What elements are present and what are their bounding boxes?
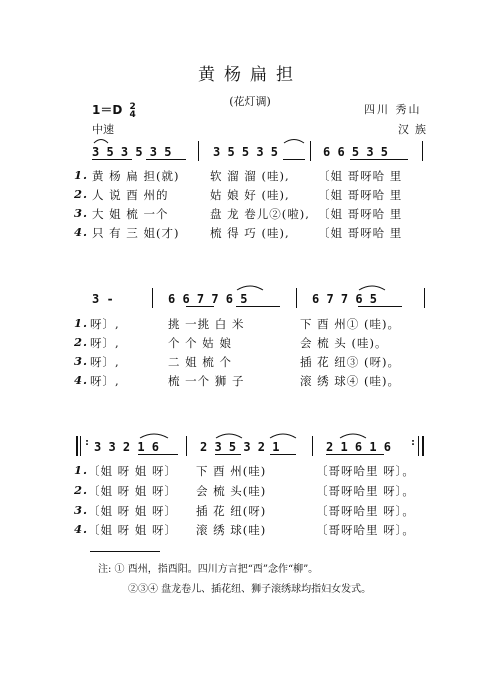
slur <box>270 434 296 438</box>
lyric-text: 人 说 酉 州的 <box>92 188 169 202</box>
lyric-text: 二 姐 梳 个 <box>168 355 232 369</box>
lyric-text: 〔哥呀哈里 呀〕。 <box>316 484 415 498</box>
lyric-text: 呀〕, <box>90 374 120 388</box>
lyric-text: 〔姐 呀 姐 呀〕 <box>88 464 177 478</box>
lyric-text: 〔姐 呀 姐 呀〕 <box>88 523 177 537</box>
measure-2-3: 6 7 7 6 5 <box>312 292 378 306</box>
measure-1-3: 6 6 5 3 5 <box>323 145 389 159</box>
lyric-text: 会 梳 头 (哇)。 <box>300 336 388 350</box>
lyric-text: 梳 得 巧 (哇), <box>210 226 290 240</box>
measure-3-1: 3 3 2 1 6 <box>94 440 160 454</box>
lyric-text: 个 个 姑 娘 <box>168 336 232 350</box>
verse-number: 2. <box>74 335 89 349</box>
lyric-text: 滚 绣 球④ (哇)。 <box>300 374 400 388</box>
time-bottom: 4 <box>129 109 136 120</box>
lyric-text: 〔姐 哥呀哈 里 <box>318 226 403 240</box>
song-title: 黄杨扁担 <box>198 65 302 85</box>
lyric-text: 〔姐 呀 姐 呀〕 <box>88 484 177 498</box>
lyric-text: 呀〕, <box>90 317 120 331</box>
key-label: 1＝D <box>92 103 123 117</box>
slur <box>94 140 108 144</box>
verse-number: 3. <box>74 206 89 220</box>
slur <box>237 286 263 290</box>
verse-number: 1. <box>74 463 89 477</box>
measure-1-1: 3 5 3 5 3 5 <box>92 145 172 159</box>
lyric-text: 软 溜 溜 (哇), <box>210 169 290 183</box>
repeat-dots: : <box>410 437 417 448</box>
slur <box>216 434 242 438</box>
time-top: 2 <box>129 101 136 112</box>
song-subtitle: (花灯调) <box>229 95 271 108</box>
lyric-text: 〔姐 哥呀哈 里 <box>318 188 403 202</box>
slur <box>140 434 168 438</box>
verse-number: 1. <box>74 168 89 182</box>
measure-3-2: 2 3 5 3 2 1 <box>200 440 280 454</box>
footnote-2: ②③④ 盘龙卷儿、插花纽、狮子滚绣球均指妇女发式。 <box>128 584 372 595</box>
verse-number: 2. <box>74 187 89 201</box>
lyric-text: 会 梳 头(哇) <box>196 484 267 498</box>
repeat-dots: : <box>84 437 91 448</box>
measure-2-2: 6 6 7 7 6 5 <box>168 292 248 306</box>
verse-number: 4. <box>74 225 89 239</box>
lyric-text: 〔哥呀哈里 呀〕。 <box>316 464 415 478</box>
footnote-divider <box>90 551 160 552</box>
lyric-text: 插 花 纽(呀) <box>196 504 267 518</box>
verse-number: 3. <box>74 354 89 368</box>
tempo-marking: 中速 <box>92 123 114 136</box>
lyric-text: 下 酉 州(哇) <box>196 464 267 478</box>
verse-number: 3. <box>74 503 89 517</box>
lyric-text: 〔姐 哥呀哈 里 <box>318 169 403 183</box>
song-origin: 四川 秀山 <box>364 103 422 116</box>
song-genre: 汉族 <box>398 123 432 136</box>
measure-2-1: 3 - <box>92 292 114 306</box>
lyric-text: 大 姐 梳 一个 <box>92 207 169 221</box>
lyric-text: 黄 杨 扁 担(就) <box>92 169 180 183</box>
verse-number: 4. <box>74 522 89 536</box>
lyric-text: 盘 龙 卷儿②(啦), <box>210 207 310 221</box>
lyric-text: 呀〕, <box>90 355 120 369</box>
lyric-text: 梳 一个 狮 子 <box>168 374 245 388</box>
slur <box>284 140 304 144</box>
lyric-text: 呀〕, <box>90 336 120 350</box>
slur <box>359 286 385 290</box>
slur <box>340 434 366 438</box>
measure-1-2: 3 5 5 3 5 <box>213 145 279 159</box>
lyric-text: 下 酉 州① (哇)。 <box>300 317 400 331</box>
lyric-text: 姑 娘 好 (哇), <box>210 188 290 202</box>
lyric-text: 〔姐 哥呀哈 里 <box>318 207 403 221</box>
lyric-text: 〔哥呀哈里 呀〕。 <box>316 504 415 518</box>
footnote-1: 注: ① 酉州，指酉阳。四川方言把“酉”念作“柳”。 <box>98 564 319 575</box>
lyric-text: 插 花 纽③ (呀)。 <box>300 355 400 369</box>
lyric-text: 滚 绣 球(哇) <box>196 523 267 537</box>
lyric-text: 〔哥呀哈里 呀〕。 <box>316 523 415 537</box>
lyric-text: 〔姐 呀 姐 呀〕 <box>88 504 177 518</box>
measure-3-3: 2 1 6 1 6 <box>326 440 392 454</box>
verse-number: 4. <box>74 373 89 387</box>
verse-number: 1. <box>74 316 89 330</box>
verse-number: 2. <box>74 483 89 497</box>
lyric-text: 只 有 三 姐(才) <box>92 226 180 240</box>
lyric-text: 挑 一挑 白 米 <box>168 317 245 331</box>
